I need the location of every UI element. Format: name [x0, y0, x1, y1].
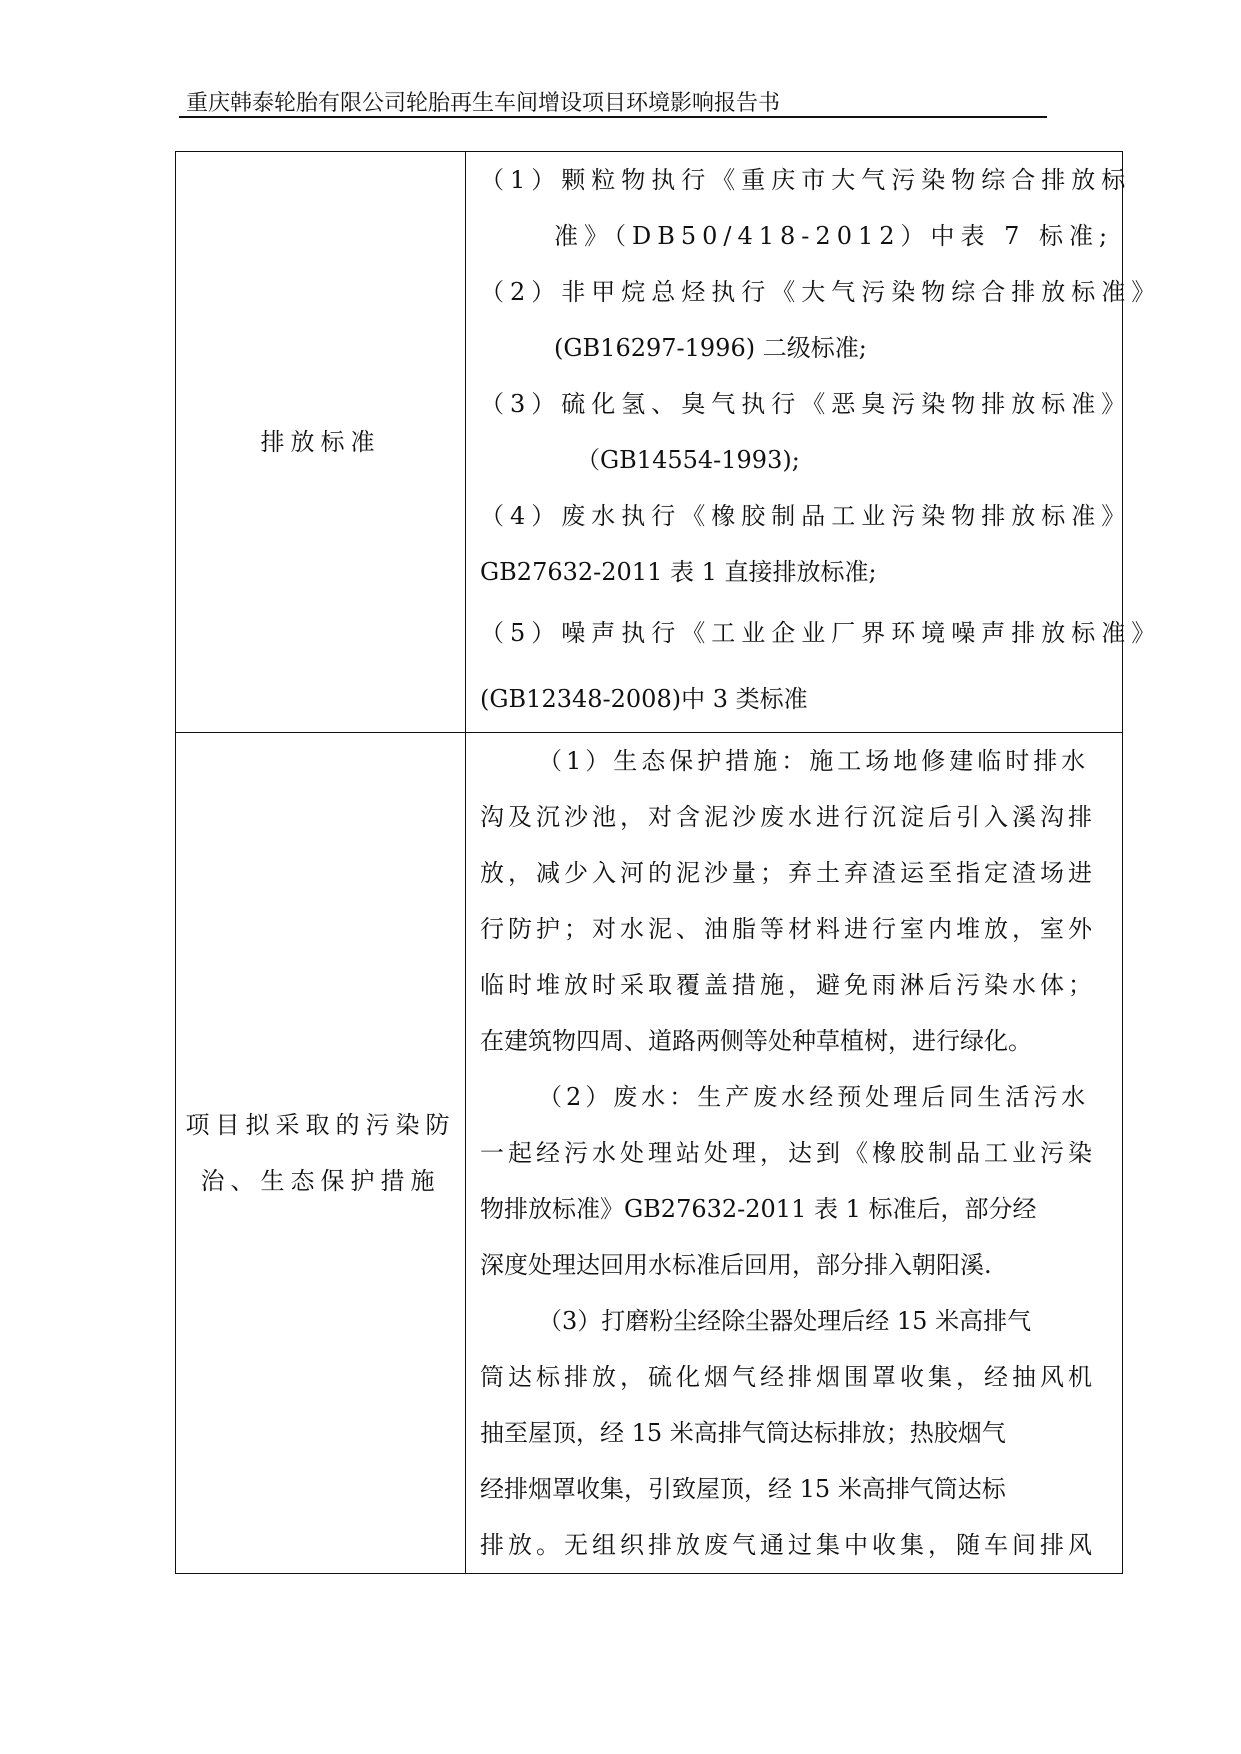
- row-label-emission-standards: 排放标准: [260, 428, 381, 456]
- standard-line: （3）硫化氢、臭气执行《恶臭污染物排放标准》: [480, 390, 1132, 418]
- standard-line: （2）非甲烷总烃执行《大气污染物综合排放标准》: [480, 278, 1162, 306]
- row-content-cell: [466, 152, 1162, 733]
- row-label-measures-line1: 项目拟采取的污染防: [185, 1111, 456, 1139]
- row-label-measures-line2: 治、生态保护措施: [200, 1167, 441, 1195]
- measure-line: （1）生态保护措施：施工场地修建临时排水: [538, 747, 1090, 775]
- standards-table: [175, 151, 1162, 1574]
- measure-line: 抽至屋顶，经 15 米高排气筒达标排放；热胶烟气: [480, 1419, 1006, 1447]
- measure-line: 排放。无组织排放废气通过集中收集，随车间排风: [480, 1531, 1096, 1559]
- table-row-pollution-measures: [176, 733, 1123, 1574]
- measure-line: （3）打磨粉尘经除尘器处理后经 15 米高排气: [538, 1307, 1032, 1335]
- measure-line: （2）废水：生产废水经预处理后同生活污水: [538, 1083, 1090, 1111]
- standard-line: 准》（DB50/418-2012）中表 7 标准;: [554, 222, 1114, 250]
- standard-line: GB27632-2011 表 1 直接排放标准;: [480, 558, 877, 586]
- standard-line: （GB14554-1993);: [576, 446, 800, 474]
- measure-line: 一起经污水处理站处理，达到《橡胶制品工业污染: [480, 1139, 1096, 1167]
- document-header-title: 重庆韩泰轮胎有限公司轮胎再生车间增设项目环境影响报告书: [186, 91, 781, 116]
- header-divider: [179, 116, 1047, 118]
- standard-line: （1）颗粒物执行《重庆市大气污染物综合排放标: [480, 166, 1132, 194]
- standard-line: （4）废水执行《橡胶制品工业污染物排放标准》: [480, 502, 1132, 530]
- standard-line: (GB16297-1996) 二级标准;: [554, 334, 867, 362]
- standard-line: (GB12348-2008)中 3 类标准: [480, 685, 808, 713]
- measure-line: 在建筑物四周、道路两侧等处种草植树，进行绿化。: [480, 1027, 1032, 1055]
- measure-line: 沟及沉沙池，对含泥沙废水进行沉淀后引入溪沟排: [480, 803, 1096, 831]
- measure-line: 深度处理达回用水标准后回用，部分排入朝阳溪.: [480, 1251, 992, 1279]
- measure-line: 行防护；对水泥、油脂等材料进行室内堆放，室外: [480, 915, 1096, 943]
- measure-line: 放，减少入河的泥沙量；弃土弃渣运至指定渣场进: [480, 859, 1096, 887]
- table-row-emission-standards: [176, 152, 1123, 733]
- standard-line: （5）噪声执行《工业企业厂界环境噪声排放标准》: [480, 619, 1162, 647]
- measure-line: 临时堆放时采取覆盖措施，避免雨淋后污染水体；: [480, 971, 1096, 999]
- row-label-cell: [176, 152, 466, 733]
- measure-line: 物排放标准》GB27632-2011 表 1 标准后，部分经: [480, 1195, 1037, 1223]
- row-content-cell: [466, 733, 1123, 1574]
- row-label-cell: [176, 733, 466, 1574]
- measure-line: 筒达标排放，硫化烟气经排烟围罩收集，经抽风机: [480, 1363, 1096, 1391]
- measure-line: 经排烟罩收集，引致屋顶，经 15 米高排气筒达标: [480, 1475, 1006, 1503]
